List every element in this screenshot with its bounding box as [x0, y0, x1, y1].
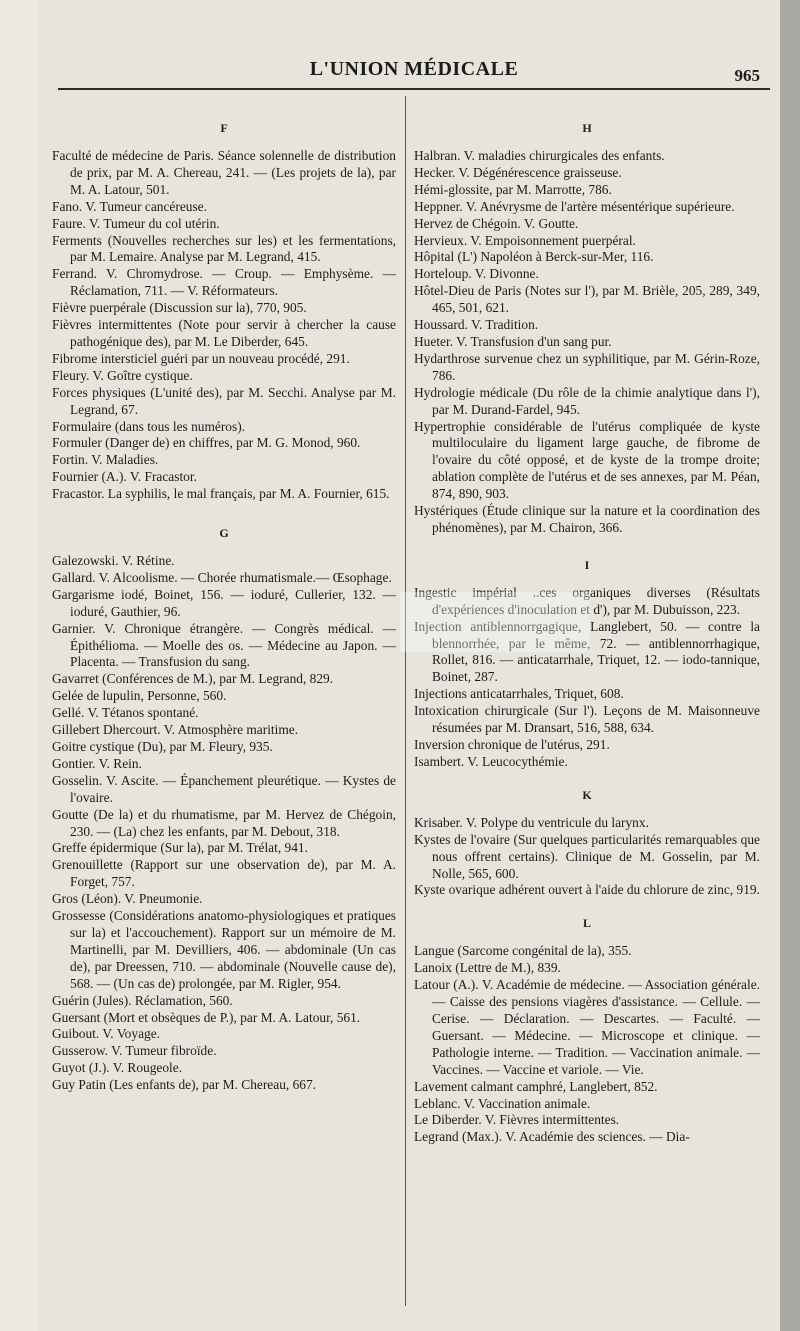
index-entry: Le Diberder. V. Fièvres intermittentes.: [414, 1112, 620, 1128]
index-entry: Lanoix (Lettre de M.), 839.: [414, 960, 561, 976]
index-entry: Gontier. V. Rein.: [52, 755, 142, 771]
index-entry: Hypertrophie considérable de l'utérus compliquée de kyste multiloculaire du ligament large gauche, de fibrome de l'ovaire du côté opposé, et de kyste de la trompe droite; ablation complète de l'utérus et de ses annexes, par M. Péan, 874, 890, 903.: [414, 418, 760, 502]
index-entry: Hydrologie médicale (Du rôle de la chimie analytique dans l'), par M. Durand-Fardel, 945.: [414, 384, 760, 417]
index-entry: Guyot (J.). V. Rougeole.: [52, 1060, 183, 1076]
section-letter-f: F: [220, 121, 228, 135]
left-column: [52, 112, 396, 1094]
index-entry: Gros (Léon). V. Pneumonie.: [52, 891, 203, 907]
index-entry: Fleury. V. Goître cystique.: [52, 367, 193, 383]
header-rule: [58, 88, 770, 90]
index-entry: Gallard. V. Alcoolisme. — Chorée rhumatismale.— Œsophage.: [52, 569, 392, 585]
index-entry: Hôpital (L') Napoléon à Berck-sur-Mer, 116.: [414, 249, 654, 265]
index-entry: Hervieux. V. Empoisonnement puerpéral.: [414, 232, 636, 248]
index-entry: Gelée de lupulin, Personne, 560.: [52, 688, 227, 704]
index-entry: Faure. V. Tumeur du col utérin.: [52, 215, 220, 231]
index-entry: Hydarthrose survenue chez un syphilitique, par M. Gérin-Roze, 786.: [414, 350, 760, 383]
index-entry: Guersant (Mort et obsèques de P.), par M. A. Latour, 561.: [52, 1009, 361, 1025]
index-entry: Horteloup. V. Divonne.: [414, 266, 539, 282]
index-entry: Formulaire (dans tous les numéros).: [52, 418, 246, 434]
index-entry: Fièvre puerpérale (Discussion sur la), 770, 905.: [52, 300, 307, 316]
index-entry: Galezowski. V. Rétine.: [52, 553, 175, 569]
index-entry: Forces physiques (L'unité des), par M. Secchi. Analyse par M. Legrand, 67.: [52, 384, 396, 417]
index-entry: Injection antiblennorrgagique, Langlebert, 50. — contre la blennorrhée, par le même, 72. — antiblennorrhagique, Rollet, 816. — anticatarrhale, Triquet, 12. — iodo-tannique, Boinet, 287.: [414, 618, 760, 685]
index-entry: Injections anticatarrhales, Triquet, 608.: [414, 686, 624, 702]
index-entry: Gillebert Dhercourt. V. Atmosphère maritime.: [52, 722, 299, 738]
index-entry: Hervez de Chégoin. V. Goutte.: [414, 215, 579, 231]
scan-edge: [780, 0, 800, 1331]
index-entry: Isambert. V. Leucocythémie.: [414, 753, 568, 769]
index-entry: Greffe épidermique (Sur la), par M. Trélat, 941.: [52, 840, 308, 856]
index-entry: Inversion chronique de l'utérus, 291.: [414, 737, 610, 752]
index-entry: Fournier (A.). V. Fracastor.: [52, 469, 197, 485]
index-entry: Gargarisme iodé, Boinet, 156. — ioduré, Cullerier, 132. — ioduré, Gauthier, 96.: [52, 586, 396, 619]
index-entry: Faculté de médecine de Paris. Séance solennelle de distribution de prix, par M. A. Chereau, 241. — (Les projets de la), par M. A. Latour, 501.: [52, 148, 396, 197]
index-entry: Fano. V. Tumeur cancéreuse.: [52, 198, 207, 214]
index-entry: Lavement calmant camphré, Langlebert, 852.: [414, 1078, 658, 1094]
index-entry: Guy Patin (Les enfants de), par M. Chereau, 667.: [52, 1077, 317, 1093]
journal-title: L'UNION MÉDICALE: [309, 58, 519, 80]
index-entry: Houssard. V. Tradition.: [414, 317, 539, 333]
index-entry: Krisaber. V. Polype du ventricule du larynx.: [414, 814, 649, 830]
index-entry: Leblanc. V. Vaccination animale.: [414, 1095, 591, 1111]
index-entry: Ingestic impérial ..ces organiques diverses (Résultats d'expériences d'inoculation et d'), par M. Dubuisson, 223.: [414, 584, 760, 617]
index-entry: Gellé. V. Tétanos spontané.: [52, 705, 199, 721]
section-letter-g: G: [219, 526, 229, 541]
index-entry: Latour (A.). V. Académie de médecine. — Association générale. — Caisse des pensions viagères d'assistance. — Cellule. — Cerise. — Déclaration. — Descartes. — Faculté. — Guersant. — Médecine. — Microscope et clinique. — Pathologie interne. — Tradition. — Vaccination animale. — Vaccines. — Vaccine et variole. — Vie.: [414, 977, 760, 1077]
index-entry: Halbran. V. maladies chirurgicales des enfants.: [414, 148, 665, 163]
index-entry: Fortin. V. Maladies.: [52, 452, 159, 468]
index-entry: Intoxication chirurgicale (Sur l'). Leçons de M. Maisonneuve résumées par M. Dransart, 516, 588, 634.: [414, 703, 760, 736]
index-entry: Fièvres intermittentes (Note pour servir à chercher la cause pathogénique des), par M. Le Diberder, 645.: [52, 317, 396, 349]
page-number: 965: [734, 66, 760, 85]
index-entry: Kystes de l'ovaire (Sur quelques particularités remarquables que nous offrent certains). Clinique de M. Gosselin, par M. Nolle, 565, 600.: [414, 831, 760, 881]
index-entry: Hôtel-Dieu de Paris (Notes sur l'), par M. Brièle, 205, 289, 349, 465, 501, 621.: [414, 283, 760, 316]
index-entry: Kyste ovarique adhérent ouvert à l'aide du chlorure de zinc, 919.: [414, 882, 760, 898]
index-entry: Guibout. V. Voyage.: [52, 1026, 161, 1042]
paper-stain: [400, 592, 590, 652]
section-letter-i: I: [584, 557, 590, 572]
index-entry: Grenouillette (Rapport sur une observation de), par M. A. Forget, 757.: [52, 857, 396, 890]
index-entry: Grossesse (Considérations anatomo-physiologiques et pratiques sur la) et l'accouchement). Rapport sur un mémoire de M. Martinelli, par M. Devilliers, 406. — abdominale (Un cas de), par Dreessen, 710. — abdominale (Nouvelle cause de), 568. — (Un cas de) prolongée, par M. Rigler, 954.: [52, 908, 396, 991]
index-entry: Fibrome intersticiel guéri par un nouveau procédé, 291.: [52, 350, 350, 366]
section-letter-l: L: [582, 916, 591, 931]
index-entry: Hecker. V. Dégénérescence graisseuse.: [414, 164, 622, 180]
section-letter-h: H: [582, 121, 592, 135]
index-entry: Guérin (Jules). Réclamation, 560.: [52, 992, 233, 1008]
index-entry: Ferrand. V. Chromydrose. — Croup. — Emphysème. — Réclamation, 711. — V. Réformateurs.: [52, 266, 396, 299]
index-entry: Legrand (Max.). V. Académie des sciences. — Dia-: [414, 1129, 690, 1145]
column-divider: [405, 96, 406, 1306]
index-entry: Fracastor. La syphilis, le mal français, par M. A. Fournier, 615.: [52, 486, 390, 502]
index-entry: Gusserow. V. Tumeur fibroïde.: [52, 1043, 217, 1059]
page-header: [58, 52, 770, 92]
index-entry: Ferments (Nouvelles recherches sur les) et les fermentations, par M. Lemaire. Analyse par M. Legrand, 415.: [52, 232, 396, 265]
index-entry: Heppner. V. Anévrysme de l'artère mésentérique supérieure.: [414, 198, 735, 214]
index-entry: Hystériques (Étude clinique sur la nature et la coordination des phénomènes), par M. Chairon, 366.: [414, 503, 760, 535]
index-entry: Goitre cystique (Du), par M. Fleury, 935.: [52, 739, 273, 754]
index-entry: Goutte (De la) et du rhumatisme, par M. Hervez de Chégoin, 230. — (La) chez les enfants, par M. Debout, 318.: [52, 806, 396, 839]
index-entry: Hémi-glossite, par M. Marrotte, 786.: [414, 181, 612, 197]
index-entry: Garnier. V. Chronique étrangère. — Congrès médical. — Épithélioma. — Moelle des os. — Médecine au Japon. — Placenta. — Transfusion du sang.: [52, 620, 396, 670]
index-entry: Langue (Sarcome congénital de la), 355.: [414, 943, 632, 959]
section-letter-k: K: [582, 787, 592, 802]
index-entry: Gosselin. V. Ascite. — Épanchement pleurétique. — Kystes de l'ovaire.: [52, 772, 396, 805]
index-entry: Gavarret (Conférences de M.), par M. Legrand, 829.: [52, 671, 334, 687]
index-entry: Hueter. V. Transfusion d'un sang pur.: [414, 333, 612, 349]
index-entry: Formuler (Danger de) en chiffres, par M. G. Monod, 960.: [52, 435, 361, 451]
